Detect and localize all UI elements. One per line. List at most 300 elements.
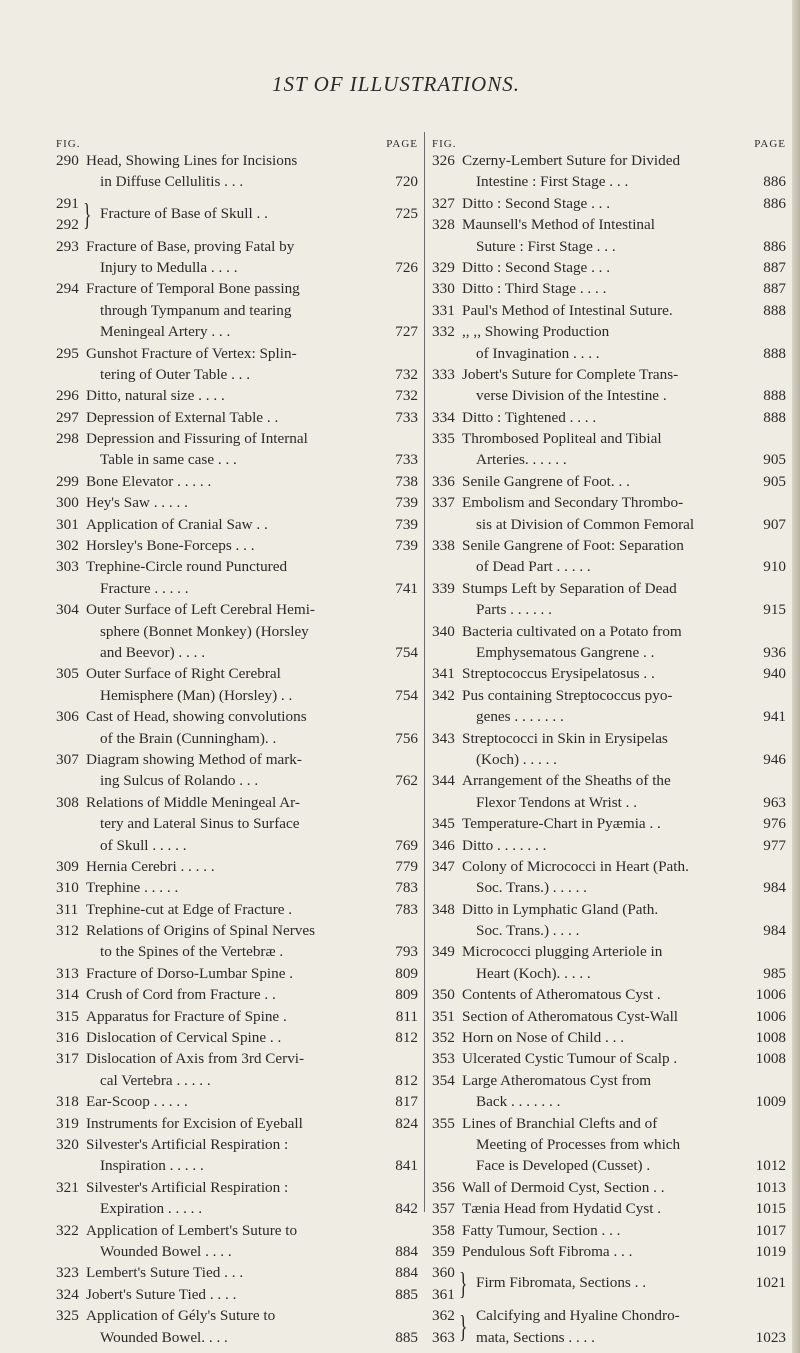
figure-number: 314: [56, 986, 79, 1004]
entry-title-line: Jobert's Suture for Complete Trans-: [462, 365, 679, 383]
fig-header: FIG.: [56, 138, 81, 150]
entry-title-line: Maunsell's Method of Intestinal: [462, 216, 655, 234]
toc-entry: [432, 1262, 786, 1305]
figure-number: 295: [56, 344, 79, 362]
fig-header: FIG.: [432, 138, 457, 150]
page-number: 817: [395, 1093, 418, 1111]
figure-number: 349: [432, 943, 455, 961]
toc-entry: [56, 1048, 418, 1091]
entry-title-line: Lembert's Suture Tied . . .: [86, 1264, 244, 1282]
entry-title-line: Arrangement of the Sheaths of the: [462, 772, 671, 790]
entry-title-line: Crush of Cord from Fracture . .: [86, 986, 276, 1004]
toc-entry: [432, 535, 786, 578]
toc-entry: [56, 343, 418, 386]
entry-title-line: Hemisphere (Man) (Horsley) . .: [100, 686, 293, 704]
entry-title-line: Stumps Left by Separation of Dead: [462, 579, 677, 597]
page-number: 888: [763, 387, 786, 405]
entry-title-line: Wounded Bowel. . . .: [100, 1328, 228, 1346]
figure-number: 315: [56, 1007, 79, 1025]
toc-entry: [56, 1177, 418, 1220]
figure-number: 316: [56, 1029, 79, 1047]
entry-title-line: Ditto : Second Stage . . .: [462, 194, 611, 212]
toc-entry: [432, 770, 786, 813]
toc-entry: [56, 407, 418, 428]
entry-title-line: Outer Surface of Left Cerebral Hemi-: [86, 601, 315, 619]
figure-number: 291: [56, 194, 79, 212]
toc-entry: [432, 407, 786, 428]
toc-entry: [56, 899, 418, 920]
page-number: 1006: [755, 986, 786, 1004]
page-number: 741: [395, 579, 418, 597]
entry-title-line: Tænia Head from Hydatid Cyst .: [462, 1200, 662, 1218]
toc-entry: [432, 492, 786, 535]
toc-entry: [432, 856, 786, 899]
entry-title-line: Fracture of Temporal Bone passing: [86, 280, 300, 298]
figure-number: 344: [432, 772, 455, 790]
page-number: 1015: [755, 1200, 786, 1218]
figure-number: 356: [432, 1178, 455, 1196]
toc-entry: [56, 514, 418, 535]
toc-entry: [432, 685, 786, 728]
page-number: 824: [395, 1114, 418, 1132]
toc-entry: [56, 492, 418, 513]
figure-number: 304: [56, 601, 79, 619]
page-number: 886: [763, 237, 786, 255]
entry-title-line: Silvester's Artificial Respiration :: [86, 1135, 289, 1153]
figure-number: 338: [432, 537, 455, 555]
page-number: 1021: [755, 1274, 786, 1292]
entry-title-line: Horn on Nose of Child . . .: [462, 1029, 624, 1047]
toc-entry: [432, 663, 786, 684]
page-number: 1008: [755, 1050, 786, 1068]
figure-number: 292: [56, 216, 79, 234]
entry-title-line: Ditto in Lymphatic Gland (Path.: [462, 900, 659, 918]
entry-title-line: sphere (Bonnet Monkey) (Horsley: [100, 622, 309, 640]
figure-number: 337: [432, 494, 455, 512]
figure-number: 336: [432, 472, 455, 490]
toc-entry: [56, 920, 418, 963]
entry-title-line: Colony of Micrococci in Heart (Path.: [462, 857, 689, 875]
toc-entry: [432, 621, 786, 664]
toc-entry: [432, 471, 786, 492]
toc-entry: [432, 1113, 786, 1177]
page-number: 754: [395, 644, 418, 661]
figure-number: 339: [432, 579, 455, 597]
entry-title-line: Meeting of Processes from which: [476, 1135, 681, 1153]
figure-number: 348: [432, 900, 455, 918]
page-number: 888: [763, 344, 786, 362]
entry-title-line: Fracture of Dorso-Lumbar Spine .: [86, 964, 294, 982]
page-number: 811: [395, 1007, 418, 1025]
toc-entry: [56, 792, 418, 856]
toc-entry: [432, 278, 786, 299]
figure-number: 313: [56, 964, 79, 982]
entry-title-line: Depression and Fissuring of Internal: [86, 430, 308, 448]
entry-title-line: Ditto, natural size . . . .: [86, 387, 225, 405]
entry-title-line: Soc. Trans.) . . . .: [476, 922, 580, 940]
entry-title-line: tering of Outer Table . . .: [100, 365, 251, 383]
page-number: 885: [395, 1285, 418, 1303]
left-column: [56, 130, 418, 1348]
page-number: 888: [763, 301, 786, 319]
entry-title-line: Apparatus for Fracture of Spine .: [86, 1007, 287, 1025]
entry-title-line: Application of Gély's Suture to: [86, 1307, 276, 1325]
entry-title-line: Bacteria cultivated on a Potato from: [462, 622, 682, 640]
page-number: 739: [395, 537, 418, 555]
figure-number: 345: [432, 815, 455, 833]
entry-title-line: Fracture of Base, proving Fatal by: [86, 237, 295, 255]
entry-title-line: Soc. Trans.) . . . . .: [476, 879, 587, 897]
entry-title-line: Outer Surface of Right Cerebral: [86, 665, 281, 683]
page-number: 732: [395, 365, 418, 383]
figure-number: 361: [432, 1285, 455, 1303]
page-number: 985: [763, 964, 786, 982]
toc-entry: [432, 193, 786, 214]
figure-number: 325: [56, 1307, 79, 1325]
figure-number: 335: [432, 430, 455, 448]
toc-entry: [56, 1113, 418, 1134]
toc-entry: [432, 728, 786, 771]
running-head: 1ST OF ILLUSTRATIONS.: [272, 72, 520, 96]
page-number: 793: [395, 943, 418, 961]
entry-title-line: through Tympanum and tearing: [100, 301, 292, 319]
page-number: 907: [763, 515, 786, 533]
figure-number: 333: [432, 365, 455, 383]
page-number: 977: [763, 836, 786, 854]
toc-entry: [432, 1027, 786, 1048]
figure-number: 311: [56, 900, 79, 918]
figure-number: 300: [56, 494, 79, 512]
entry-title-line: and Beevor) . . . .: [100, 644, 206, 661]
toc-entry: [432, 214, 786, 257]
figure-number: 302: [56, 537, 79, 555]
page-number: 1009: [755, 1093, 786, 1111]
figure-number: 347: [432, 857, 455, 875]
page-number: 905: [763, 451, 786, 469]
toc-entry: [56, 1091, 418, 1112]
toc-entry: [56, 749, 418, 792]
entry-title-line: Inspiration . . . . .: [100, 1157, 204, 1175]
entry-title-line: Senile Gangrene of Foot: Separation: [462, 537, 684, 555]
entry-title-line: Diagram showing Method of mark-: [86, 750, 302, 768]
figure-number: 308: [56, 793, 79, 811]
figure-number: 321: [56, 1178, 79, 1196]
entry-title-line: of Invagination . . . .: [476, 344, 600, 362]
entry-title-line: Hernia Cerebri . . . . .: [86, 857, 215, 875]
page-number: 739: [395, 494, 418, 512]
toc-entry: [432, 1241, 786, 1262]
entry-title-line: Parts . . . . . .: [476, 601, 552, 619]
toc-entry: [432, 1070, 786, 1113]
figure-number: 318: [56, 1093, 79, 1111]
entry-title-line: Horsley's Bone-Forceps . . .: [86, 537, 255, 555]
page-number: 725: [395, 204, 418, 222]
page-number: 887: [763, 258, 786, 276]
entry-title-line: Fatty Tumour, Section . . .: [462, 1221, 621, 1239]
column-header: [56, 130, 418, 150]
entry-title-line: of the Brain (Cunningham). .: [100, 729, 277, 747]
figure-number: 355: [432, 1114, 455, 1132]
toc-entry: [432, 1006, 786, 1027]
figure-number: 293: [56, 237, 79, 255]
page-number: 976: [763, 815, 786, 833]
figure-number: 319: [56, 1114, 79, 1132]
page-number: 884: [395, 1264, 418, 1282]
entry-title-line: Head, Showing Lines for Incisions: [86, 152, 298, 169]
page-number: 941: [763, 708, 786, 726]
page-number: 738: [395, 472, 418, 490]
entry-title-line: Heart (Koch). . . . .: [476, 964, 591, 982]
figure-number: 360: [432, 1264, 455, 1282]
page-number: 1008: [755, 1029, 786, 1047]
figure-number: 312: [56, 922, 79, 940]
entry-title-line: Dislocation of Axis from 3rd Cervi-: [86, 1050, 305, 1068]
entry-title-line: Micrococci plugging Arteriole in: [462, 943, 663, 961]
figure-number: 362: [432, 1307, 455, 1325]
figure-number: 359: [432, 1242, 455, 1260]
entry-title-line: Pendulous Soft Fibroma . . .: [462, 1242, 633, 1260]
page-number: 1013: [755, 1178, 786, 1196]
page-edge: [792, 0, 800, 1353]
entry-title-line: Face is Developed (Cusset) .: [476, 1157, 651, 1175]
toc-entry: [432, 1220, 786, 1241]
entry-title-line: Senile Gangrene of Foot. . .: [462, 472, 630, 490]
entry-title-line: Lines of Branchial Clefts and of: [462, 1114, 658, 1132]
toc-entry: [56, 1305, 418, 1348]
entry-title-line: Application of Lembert's Suture to: [86, 1221, 298, 1239]
page-header: PAGE: [386, 138, 418, 150]
toc-entry: [432, 1305, 786, 1348]
figure-number: 346: [432, 836, 455, 854]
entry-title-line: Contents of Atheromatous Cyst .: [462, 986, 661, 1004]
figure-number: 357: [432, 1200, 455, 1218]
figure-number: 305: [56, 665, 79, 683]
entry-title-line: Wounded Bowel . . . .: [100, 1242, 232, 1260]
page-number: 984: [763, 922, 786, 940]
brace-glyph: }: [83, 195, 92, 232]
page-number: 963: [763, 793, 786, 811]
toc-entry: [432, 984, 786, 1005]
column-header: [432, 130, 786, 150]
entry-title-line: ,, ,, Showing Production: [462, 323, 610, 341]
toc-entry: [56, 471, 418, 492]
entry-title-line: Trephine-Circle round Punctured: [86, 558, 288, 576]
page-number: 915: [763, 601, 786, 619]
toc-entry: [56, 556, 418, 599]
entry-title-line: Pus containing Streptococcus pyo-: [462, 686, 673, 704]
page-number: 905: [763, 472, 786, 490]
page-header: PAGE: [754, 138, 786, 150]
figure-number: 340: [432, 622, 455, 640]
entry-title-line: Intestine : First Stage . . .: [476, 173, 629, 191]
toc-entry: [56, 1006, 418, 1027]
figure-number: 296: [56, 387, 79, 405]
toc-entry: [56, 535, 418, 556]
entry-title-line: Ulcerated Cystic Tumour of Scalp .: [462, 1050, 678, 1068]
entry-title-line: Streptococci in Skin in Erysipelas: [462, 729, 668, 747]
entry-title-line: Paul's Method of Intestinal Suture.: [462, 301, 673, 319]
figure-number: 358: [432, 1221, 455, 1239]
page-number: 812: [395, 1071, 418, 1089]
figure-number: 350: [432, 986, 455, 1004]
page-number: 884: [395, 1242, 418, 1260]
figure-number: 329: [432, 258, 455, 276]
toc-entry: [56, 1220, 418, 1263]
entry-title-line: to the Spines of the Vertebræ .: [100, 943, 284, 961]
entry-title-line: Trephine-cut at Edge of Fracture .: [86, 900, 293, 918]
figure-number: 363: [432, 1328, 455, 1346]
entry-title-line: Thrombosed Popliteal and Tibial: [462, 430, 662, 448]
toc-entry: [56, 706, 418, 749]
page-number: 841: [395, 1157, 418, 1175]
page-number: 812: [395, 1029, 418, 1047]
figure-number: 306: [56, 708, 79, 726]
entry-title-line: of Skull . . . . .: [100, 836, 187, 854]
page-number: 809: [395, 986, 418, 1004]
entry-title-line: Fracture . . . . .: [100, 579, 189, 597]
toc-entry: [432, 300, 786, 321]
column-divider: [424, 132, 425, 1212]
toc-entry: [56, 856, 418, 877]
figure-number: 341: [432, 665, 455, 683]
figure-number: 294: [56, 280, 79, 298]
entry-title-line: Back . . . . . . .: [476, 1093, 561, 1111]
figure-number: 332: [432, 323, 455, 341]
entry-title-line: Calcifying and Hyaline Chondro-: [476, 1307, 680, 1325]
entry-title-line: Gunshot Fracture of Vertex: Splin-: [86, 344, 297, 362]
entry-title-line: Firm Fibromata, Sections . .: [476, 1274, 647, 1292]
page-number: 1019: [755, 1242, 786, 1260]
figure-number: 342: [432, 686, 455, 704]
figure-number: 343: [432, 729, 455, 747]
entry-title-line: Arteries. . . . . .: [476, 451, 567, 469]
entry-title-line: Emphysematous Gangrene . .: [476, 643, 655, 661]
toc-entry: [56, 150, 418, 193]
figure-number: 324: [56, 1285, 79, 1303]
page-number: 910: [763, 558, 786, 576]
entry-title-line: Flexor Tendons at Wrist . .: [476, 793, 638, 811]
page-number: 1006: [755, 1007, 786, 1025]
figure-number: 301: [56, 515, 79, 533]
figure-number: 327: [432, 194, 455, 212]
toc-entry: [56, 1262, 418, 1283]
figure-number: 310: [56, 879, 79, 897]
figure-number: 303: [56, 558, 79, 576]
toc-entry: [432, 941, 786, 984]
entry-title-line: Bone Elevator . . . . .: [86, 472, 212, 490]
toc-entry: [56, 984, 418, 1005]
figure-number: 317: [56, 1050, 79, 1068]
page-number: 733: [395, 451, 418, 469]
figure-number: 322: [56, 1221, 79, 1239]
entry-title-line: Ditto : Third Stage . . . .: [462, 280, 607, 298]
entry-title-line: Depression of External Table . .: [86, 408, 279, 426]
entry-title-line: verse Division of the Intestine .: [476, 387, 667, 405]
entry-title-line: of Dead Part . . . . .: [476, 558, 591, 576]
figure-number: 326: [432, 152, 455, 169]
entry-title-line: Relations of Origins of Spinal Nerves: [86, 922, 316, 940]
page-number: 946: [763, 750, 786, 768]
page-number: 886: [763, 194, 786, 212]
toc-entry: [432, 899, 786, 942]
entry-title-line: genes . . . . . . .: [476, 708, 564, 726]
entry-title-line: Section of Atheromatous Cyst-Wall: [462, 1007, 679, 1025]
figure-number: 353: [432, 1050, 455, 1068]
entry-title-line: Silvester's Artificial Respiration :: [86, 1178, 289, 1196]
entry-title-line: Meningeal Artery . . .: [100, 323, 231, 341]
entry-title-line: Hey's Saw . . . . .: [86, 494, 188, 512]
entry-title-line: (Koch) . . . . .: [476, 750, 557, 768]
toc-entry: [56, 963, 418, 984]
toc-entry: [56, 663, 418, 706]
entry-title-line: Jobert's Suture Tied . . . .: [86, 1285, 237, 1303]
entry-title-line: Ditto : Tightened . . . .: [462, 408, 597, 426]
entry-title-line: mata, Sections . . . .: [476, 1328, 595, 1346]
figure-number: 331: [432, 301, 455, 319]
entry-title-line: Embolism and Secondary Thrombo-: [462, 494, 684, 512]
toc-entry: [56, 236, 418, 279]
page-number: 809: [395, 964, 418, 982]
entry-title-line: Temperature-Chart in Pyæmia . .: [462, 815, 661, 833]
toc-entry: [56, 278, 418, 342]
toc-entry: [56, 1284, 418, 1305]
page-number: 887: [763, 280, 786, 298]
page-number: 936: [763, 643, 786, 661]
page-number: 1012: [755, 1157, 786, 1175]
figure-number: 351: [432, 1007, 455, 1025]
toc-entry: [432, 813, 786, 834]
page-number: 779: [395, 857, 418, 875]
entry-title-line: cal Vertebra . . . . .: [100, 1071, 211, 1089]
brace-glyph: }: [459, 1308, 468, 1345]
entry-title-line: Injury to Medulla . . . .: [100, 258, 238, 276]
toc-entry: [56, 385, 418, 406]
entry-title-line: Streptococcus Erysipelatosus . .: [462, 665, 655, 683]
entry-title-line: Dislocation of Cervical Spine . .: [86, 1029, 282, 1047]
page-number: 940: [763, 665, 786, 683]
page-number: 1017: [755, 1221, 786, 1239]
page-number: 726: [395, 258, 418, 276]
page-number: 769: [395, 836, 418, 854]
entry-title-line: Cast of Head, showing convolutions: [86, 708, 307, 726]
toc-entry: [432, 364, 786, 407]
entry-title-line: Wall of Dermoid Cyst, Section . .: [462, 1178, 665, 1196]
entry-title-line: tery and Lateral Sinus to Surface: [100, 815, 300, 833]
entry-title-line: Table in same case . . .: [100, 451, 237, 469]
page-number: 754: [395, 686, 418, 704]
page-number: 886: [763, 173, 786, 191]
toc-entry: [432, 1048, 786, 1069]
page-number: 762: [395, 772, 418, 790]
entry-title-line: ing Sulcus of Rolando . . .: [100, 772, 259, 790]
figure-number: 298: [56, 430, 79, 448]
page-number: 1023: [755, 1328, 786, 1346]
entry-title-line: Ear-Scoop . . . . .: [86, 1093, 188, 1111]
entry-title-line: Trephine . . . . .: [86, 879, 179, 897]
figure-number: 290: [56, 152, 79, 169]
figure-number: 309: [56, 857, 79, 875]
page-number: 739: [395, 515, 418, 533]
figure-number: 307: [56, 750, 79, 768]
toc-entry: [432, 578, 786, 621]
toc-entry: [56, 877, 418, 898]
page-number: 888: [763, 408, 786, 426]
entry-title-line: Instruments for Excision of Eyeball: [86, 1114, 303, 1132]
toc-entry: [56, 428, 418, 471]
toc-entry: [432, 150, 786, 193]
toc-entry: [56, 193, 418, 236]
entry-title-line: Suture : First Stage . . .: [476, 237, 616, 255]
